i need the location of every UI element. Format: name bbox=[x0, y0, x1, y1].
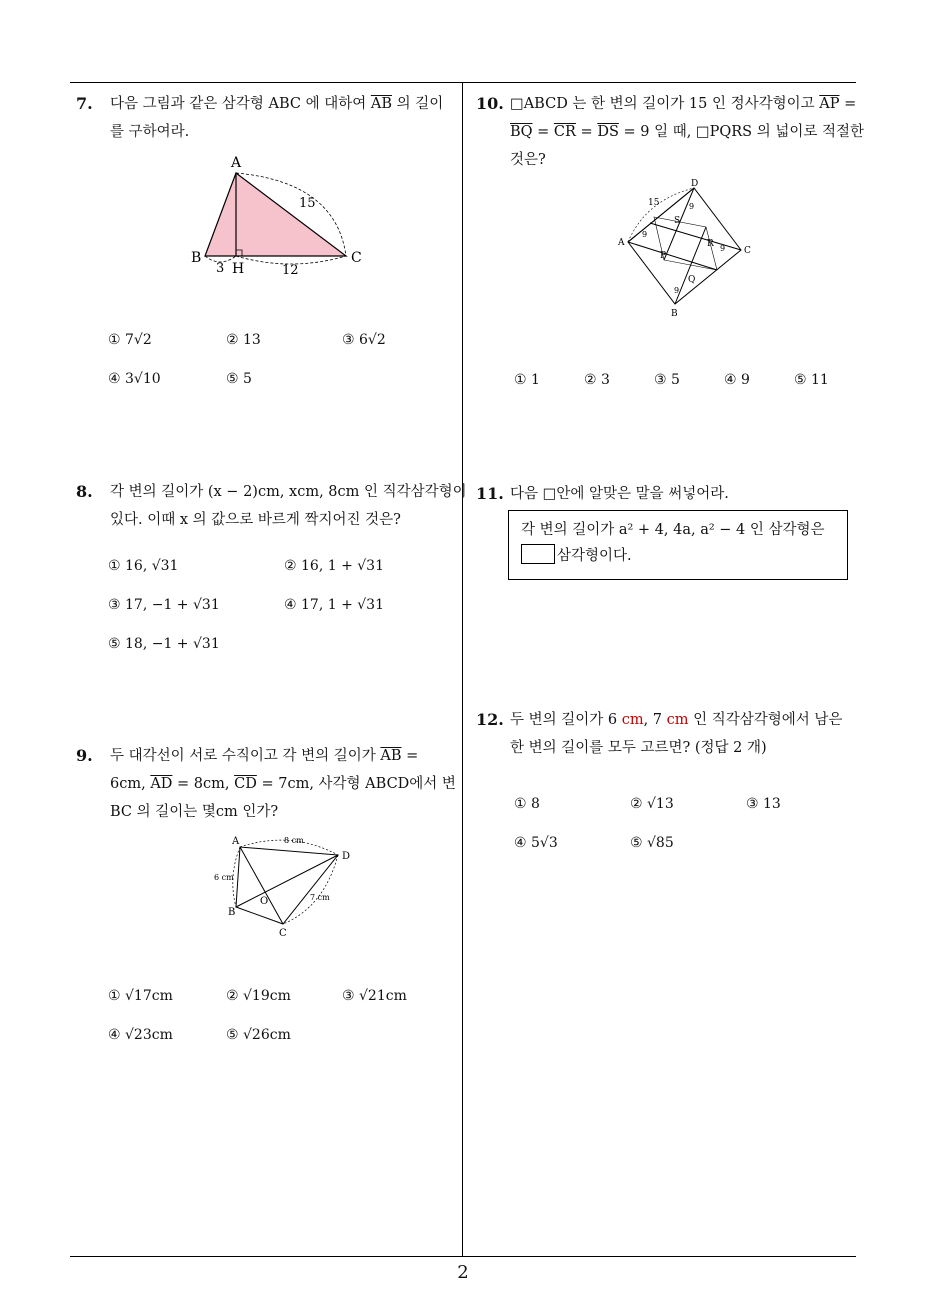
segment-ab: $\overline{AB}$ bbox=[380, 748, 402, 764]
option-5[interactable]: ⑤ 18, −1 + √31 bbox=[108, 636, 220, 652]
option-3[interactable]: ③ 13 bbox=[746, 796, 781, 812]
option-5[interactable]: ⑤ 5 bbox=[226, 371, 252, 387]
vertex-a-label: A bbox=[232, 836, 240, 847]
option-2[interactable]: ② 16, 1 + √31 bbox=[284, 558, 384, 574]
question-text: 각 변의 길이가 (x − 2)cm, xcm, 8cm 인 직각삼각형이 있다. 이때 x 의 값으로 바르게 짝지어진 것은? bbox=[110, 484, 467, 528]
option-4[interactable]: ④ 3√10 bbox=[108, 371, 161, 387]
option-4[interactable]: ④ 5√3 bbox=[514, 835, 558, 851]
vertex-a-label: A bbox=[618, 238, 625, 248]
segment-ap: $\overline{AP}$ bbox=[819, 96, 840, 112]
question-number: 11. bbox=[476, 484, 504, 503]
option-2[interactable]: ② √19cm bbox=[226, 988, 291, 1004]
right-column bbox=[476, 0, 864, 1256]
point-q-label: Q bbox=[688, 275, 696, 285]
unit-cm: cm bbox=[666, 712, 689, 728]
box-line-2: 삼각형이다. bbox=[557, 548, 632, 564]
length-bq-label: 9 bbox=[674, 286, 680, 295]
length-cd-label: 7 cm bbox=[310, 893, 330, 902]
unit-cm: cm bbox=[621, 712, 644, 728]
answer-blank[interactable] bbox=[521, 544, 555, 564]
length-ac-label: 15 bbox=[299, 196, 316, 211]
vertex-b-label: B bbox=[191, 250, 202, 266]
question-text: 두 대각선이 서로 수직이고 각 변의 길이가 $\overline{AB}$ = 6cm, $\overline{AD} = 8cm$, $\overline{CD} = 7cm$, 사각형 ABCD에서 변 BC 의 길이는 몇cm 인가? bbox=[110, 748, 456, 820]
square-abcd-figure bbox=[616, 178, 756, 318]
vertex-c-label: C bbox=[351, 250, 362, 266]
option-2[interactable]: ② 3 bbox=[584, 372, 610, 388]
point-p-label: P bbox=[660, 251, 667, 261]
option-4[interactable]: ④ 17, 1 + √31 bbox=[284, 597, 384, 613]
segment-ab: $\overline{AB}$ bbox=[370, 96, 392, 112]
option-3[interactable]: ③ √21cm bbox=[342, 988, 407, 1004]
option-3[interactable]: ③ 6√2 bbox=[342, 332, 386, 348]
segment-ds: $\overline{DS}$ bbox=[597, 124, 619, 140]
question-text: 다음 그림과 같은 삼각형 ABC 에 대하여 $\overline{AB}$ 의 길이 를 구하여라. bbox=[110, 96, 444, 140]
box-line-1: 각 변의 길이가 a² + 4, 4a, a² − 4 인 삼각형은 bbox=[521, 522, 825, 538]
option-5[interactable]: ⑤ √85 bbox=[630, 835, 674, 851]
segment-cr: $\overline{CR}$ bbox=[553, 124, 576, 140]
option-5[interactable]: ⑤ 11 bbox=[794, 372, 829, 388]
column-divider bbox=[462, 82, 463, 1257]
point-o-label: O bbox=[260, 896, 269, 907]
bottom-rule bbox=[70, 1256, 856, 1257]
question-text: 두 변의 길이가 6 cm, 7 cm 인 직각삼각형에서 남은 한 변의 길이를 모두 고르면? (정답 2 개) bbox=[510, 712, 843, 756]
question-text: 다음 □안에 알맞은 말을 써넣어라. bbox=[510, 486, 729, 502]
point-s-label: S bbox=[674, 216, 681, 226]
question-text: □ABCD 는 한 변의 길이가 15 인 정사각형이고 $\overline{AP}$ = $\overline{BQ} = \overline{CR} = \overline{DS} = 9$ 일 때, □PQRS 의 넓이로 적절한 것은? bbox=[510, 96, 864, 168]
point-r-label: R bbox=[707, 239, 714, 249]
question-number: 7. bbox=[76, 94, 93, 113]
left-column bbox=[76, 0, 467, 1256]
page-number: 2 bbox=[457, 1262, 469, 1283]
option-4[interactable]: ④ √23cm bbox=[108, 1027, 173, 1043]
segment-bq: $\overline{BQ}$ bbox=[510, 124, 533, 140]
length-ds-label: 9 bbox=[689, 202, 695, 211]
vertex-c-label: C bbox=[744, 246, 751, 256]
option-1[interactable]: ① 7√2 bbox=[108, 332, 152, 348]
option-1[interactable]: ① 8 bbox=[514, 796, 540, 812]
length-hc-label: 12 bbox=[282, 263, 299, 278]
question-number: 10. bbox=[476, 94, 504, 113]
option-4[interactable]: ④ 9 bbox=[724, 372, 750, 388]
vertex-d-label: D bbox=[691, 179, 699, 189]
length-ap-label: 9 bbox=[642, 230, 648, 239]
side-length-label: 15 bbox=[648, 198, 660, 208]
triangle-abc-figure bbox=[186, 152, 376, 282]
question-number: 8. bbox=[76, 482, 93, 501]
length-cr-label: 9 bbox=[720, 244, 726, 253]
vertex-b-label: B bbox=[671, 309, 678, 318]
vertex-h-label: H bbox=[232, 261, 245, 277]
option-1[interactable]: ① 1 bbox=[514, 372, 540, 388]
vertex-c-label: C bbox=[279, 928, 287, 939]
segment-ad: $\overline{AD}$ bbox=[150, 776, 173, 792]
option-5[interactable]: ⑤ √26cm bbox=[226, 1027, 291, 1043]
question-number: 9. bbox=[76, 746, 93, 765]
segment-cd: $\overline{CD}$ bbox=[234, 776, 257, 792]
vertex-d-label: D bbox=[342, 851, 351, 862]
vertex-b-label: B bbox=[228, 907, 236, 918]
quadrilateral-abcd-figure bbox=[206, 832, 356, 942]
option-1[interactable]: ① 16, √31 bbox=[108, 558, 179, 574]
length-ab-label: 6 cm bbox=[214, 873, 234, 882]
option-3[interactable]: ③ 5 bbox=[654, 372, 680, 388]
option-2[interactable]: ② √13 bbox=[630, 796, 674, 812]
option-2[interactable]: ② 13 bbox=[226, 332, 261, 348]
length-ad-label: 8 cm bbox=[284, 836, 304, 845]
vertex-a-label: A bbox=[231, 155, 242, 171]
question-number: 12. bbox=[476, 710, 504, 729]
option-1[interactable]: ① √17cm bbox=[108, 988, 173, 1004]
length-bh-label: 3 bbox=[216, 261, 225, 276]
answer-box bbox=[508, 510, 848, 580]
option-3[interactable]: ③ 17, −1 + √31 bbox=[108, 597, 220, 613]
